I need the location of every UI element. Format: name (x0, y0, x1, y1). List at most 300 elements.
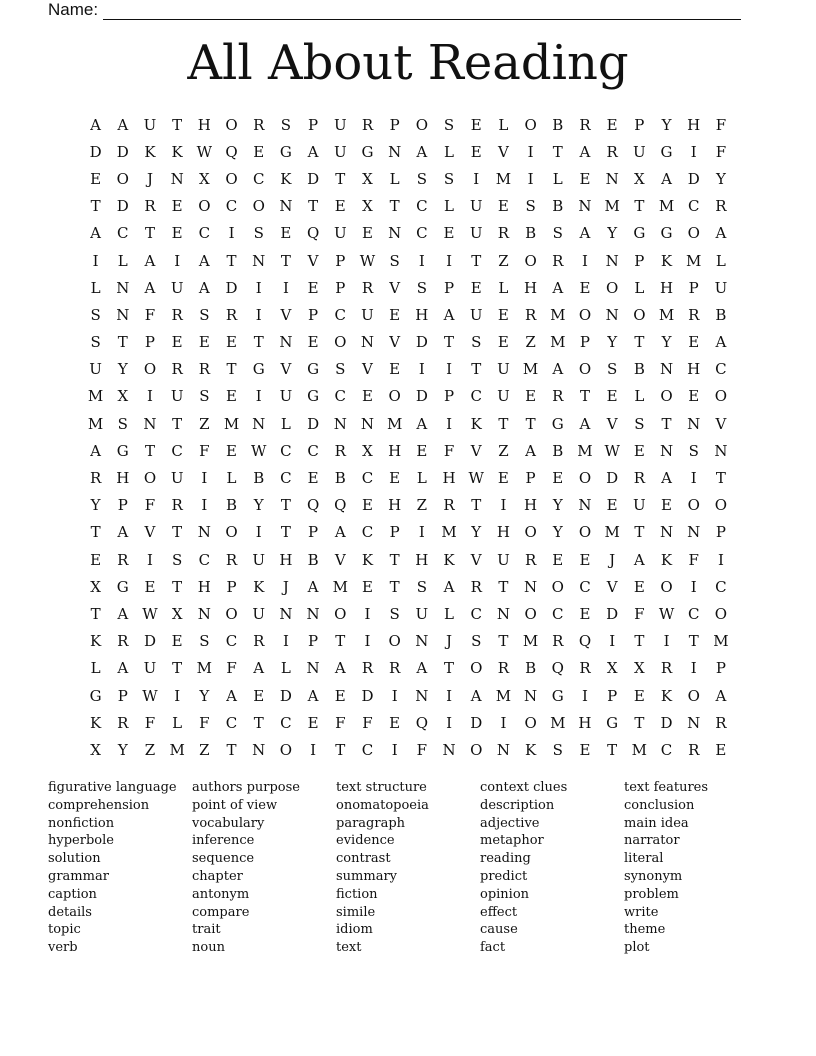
grid-cell[interactable]: M (604, 197, 620, 216)
grid-cell[interactable]: P (389, 115, 400, 134)
grid-cell[interactable]: D (143, 632, 156, 651)
grid-cell[interactable]: I (446, 686, 452, 705)
grid-cell[interactable]: T (144, 224, 155, 243)
grid-cell[interactable]: A (117, 115, 129, 134)
grid-cell[interactable]: E (688, 333, 700, 352)
grid-cell[interactable]: P (144, 333, 156, 352)
grid-cell[interactable]: E (361, 387, 373, 406)
grid-cell[interactable]: S (416, 577, 427, 596)
grid-cell[interactable]: K (253, 577, 265, 596)
grid-cell[interactable]: E (606, 496, 618, 515)
grid-cell[interactable]: A (416, 659, 428, 678)
grid-cell[interactable]: D (361, 686, 374, 705)
grid-cell[interactable]: V (362, 360, 373, 379)
grid-cell[interactable]: Z (199, 740, 210, 759)
grid-cell[interactable]: F (199, 713, 210, 732)
grid-cell[interactable]: C (470, 387, 482, 406)
grid-cell[interactable]: C (334, 387, 347, 406)
grid-cell[interactable]: C (361, 469, 374, 488)
grid-cell[interactable]: E (171, 333, 183, 352)
grid-cell[interactable]: N (524, 686, 538, 705)
grid-cell[interactable]: N (659, 441, 674, 460)
grid-cell[interactable]: E (661, 496, 672, 515)
grid-cell[interactable]: S (280, 115, 292, 134)
grid-cell[interactable]: T (607, 740, 618, 759)
grid-cell[interactable]: U (497, 387, 510, 406)
grid-cell[interactable]: S (443, 169, 455, 188)
grid-cell[interactable]: U (469, 197, 483, 216)
grid-cell[interactable]: U (633, 142, 646, 161)
grid-cell[interactable]: O (714, 604, 728, 623)
grid-cell[interactable]: S (552, 740, 563, 759)
grid-cell[interactable]: Q (225, 142, 238, 161)
grid-cell[interactable]: E (715, 740, 727, 759)
grid-cell[interactable]: V (606, 577, 618, 596)
grid-cell[interactable]: N (496, 604, 510, 623)
grid-cell[interactable]: C (660, 740, 673, 759)
grid-cell[interactable]: F (634, 604, 645, 623)
grid-cell[interactable]: H (496, 523, 510, 542)
grid-cell[interactable]: L (498, 115, 509, 134)
grid-cell[interactable]: E (226, 333, 237, 352)
grid-cell[interactable]: E (497, 333, 509, 352)
grid-cell[interactable]: R (633, 469, 645, 488)
grid-cell[interactable]: D (606, 469, 619, 488)
grid-cell[interactable]: O (198, 197, 211, 216)
grid-cell[interactable]: R (389, 659, 401, 678)
grid-cell[interactable]: E (171, 632, 183, 651)
grid-cell[interactable]: K (89, 632, 102, 651)
grid-cell[interactable]: T (226, 251, 237, 270)
grid-cell[interactable]: M (713, 632, 729, 651)
grid-cell[interactable]: S (416, 169, 427, 188)
grid-cell[interactable]: N (306, 604, 320, 623)
grid-cell[interactable]: E (307, 333, 319, 352)
grid-cell[interactable]: A (117, 523, 129, 542)
grid-cell[interactable]: E (416, 441, 428, 460)
grid-cell[interactable]: P (715, 523, 726, 542)
grid-cell[interactable]: D (415, 387, 428, 406)
grid-cell[interactable]: S (117, 414, 128, 433)
grid-cell[interactable]: O (551, 577, 564, 596)
grid-cell[interactable]: Y (253, 496, 264, 515)
grid-cell[interactable]: P (607, 686, 618, 705)
grid-cell[interactable]: O (524, 523, 537, 542)
grid-cell[interactable]: D (687, 169, 700, 188)
grid-cell[interactable]: P (117, 496, 128, 515)
grid-cell[interactable]: U (143, 659, 157, 678)
grid-cell[interactable]: T (389, 550, 400, 569)
grid-cell[interactable]: G (606, 713, 619, 732)
grid-cell[interactable]: T (172, 115, 183, 134)
grid-cell[interactable]: P (525, 469, 536, 488)
grid-cell[interactable]: O (334, 604, 347, 623)
grid-cell[interactable]: A (715, 333, 727, 352)
grid-cell[interactable]: G (551, 686, 564, 705)
grid-cell[interactable]: I (147, 550, 153, 569)
grid-cell[interactable]: A (90, 441, 102, 460)
grid-cell[interactable]: T (552, 142, 563, 161)
grid-cell[interactable]: U (361, 305, 374, 324)
grid-cell[interactable]: I (282, 278, 289, 297)
grid-cell[interactable]: N (197, 604, 211, 623)
grid-cell[interactable]: S (525, 197, 536, 216)
grid-cell[interactable]: U (279, 387, 293, 406)
grid-cell[interactable]: M (87, 387, 104, 406)
grid-cell[interactable]: Z (199, 414, 210, 433)
grid-cell[interactable]: L (389, 169, 400, 188)
grid-cell[interactable]: Q (334, 496, 347, 515)
grid-cell[interactable]: E (579, 604, 591, 623)
grid-cell[interactable]: U (170, 278, 184, 297)
grid-cell[interactable]: A (552, 278, 564, 297)
grid-cell[interactable]: R (198, 360, 210, 379)
grid-cell[interactable]: W (142, 686, 158, 705)
grid-cell[interactable]: A (307, 686, 319, 705)
grid-cell[interactable]: H (279, 550, 293, 569)
grid-cell[interactable]: T (471, 360, 482, 379)
grid-cell[interactable]: E (470, 115, 482, 134)
grid-cell[interactable]: L (90, 278, 101, 297)
grid-cell[interactable]: C (361, 740, 374, 759)
grid-cell[interactable]: M (550, 333, 566, 352)
grid-cell[interactable]: R (225, 305, 238, 324)
grid-cell[interactable]: P (226, 577, 237, 596)
grid-cell[interactable]: R (443, 496, 455, 515)
grid-cell[interactable]: A (443, 577, 455, 596)
grid-cell[interactable]: D (279, 686, 292, 705)
grid-cell[interactable]: J (146, 169, 153, 188)
grid-cell[interactable]: S (90, 305, 101, 324)
grid-cell[interactable]: O (334, 333, 347, 352)
grid-cell[interactable]: R (117, 550, 129, 569)
grid-cell[interactable]: I (364, 632, 371, 651)
grid-cell[interactable]: T (308, 197, 319, 216)
grid-cell[interactable]: C (225, 197, 238, 216)
grid-cell[interactable]: O (524, 251, 537, 270)
grid-cell[interactable]: N (116, 305, 130, 324)
grid-cell[interactable]: M (604, 523, 620, 542)
grid-cell[interactable]: C (470, 604, 482, 623)
grid-cell[interactable]: E (334, 686, 346, 705)
grid-cell[interactable]: H (524, 496, 538, 515)
grid-cell[interactable]: I (174, 251, 181, 270)
grid-cell[interactable]: E (90, 169, 102, 188)
grid-cell[interactable]: C (198, 550, 211, 569)
grid-cell[interactable]: M (658, 197, 675, 216)
grid-cell[interactable]: K (171, 142, 183, 161)
grid-cell[interactable]: Y (661, 333, 672, 352)
grid-cell[interactable]: D (116, 142, 129, 161)
grid-cell[interactable]: E (171, 197, 183, 216)
grid-cell[interactable]: S (90, 333, 101, 352)
grid-cell[interactable]: I (527, 169, 534, 188)
grid-cell[interactable]: E (253, 686, 265, 705)
grid-cell[interactable]: O (143, 469, 157, 488)
grid-cell[interactable]: T (280, 523, 291, 542)
grid-cell[interactable]: R (715, 197, 727, 216)
grid-cell[interactable]: N (659, 360, 674, 379)
grid-cell[interactable]: W (468, 469, 484, 488)
grid-cell[interactable]: D (470, 713, 483, 732)
grid-cell[interactable]: R (171, 496, 183, 515)
grid-cell[interactable]: C (579, 577, 591, 596)
grid-cell[interactable]: T (253, 713, 264, 732)
grid-cell[interactable]: E (552, 469, 564, 488)
grid-cell[interactable]: U (170, 387, 184, 406)
grid-cell[interactable]: A (579, 224, 591, 243)
grid-cell[interactable]: O (606, 278, 619, 297)
grid-cell[interactable]: I (147, 387, 153, 406)
grid-cell[interactable]: R (89, 469, 102, 488)
grid-cell[interactable]: U (497, 550, 510, 569)
grid-cell[interactable]: Z (498, 441, 509, 460)
grid-cell[interactable]: N (605, 169, 619, 188)
grid-cell[interactable]: R (552, 251, 564, 270)
grid-cell[interactable]: Y (607, 224, 618, 243)
grid-cell[interactable]: V (389, 333, 401, 352)
grid-cell[interactable]: I (418, 251, 425, 270)
grid-cell[interactable]: B (552, 115, 564, 134)
grid-cell[interactable]: I (228, 224, 235, 243)
grid-cell[interactable]: O (415, 115, 428, 134)
grid-cell[interactable]: M (686, 251, 702, 270)
grid-cell[interactable]: R (253, 115, 265, 134)
grid-cell[interactable]: N (714, 441, 728, 460)
grid-cell[interactable]: A (470, 686, 482, 705)
grid-cell[interactable]: T (498, 632, 509, 651)
grid-cell[interactable]: T (389, 197, 400, 216)
grid-cell[interactable]: I (310, 740, 317, 759)
grid-cell[interactable]: T (634, 333, 645, 352)
grid-cell[interactable]: P (308, 523, 319, 542)
grid-cell[interactable]: O (578, 523, 592, 542)
grid-cell[interactable]: A (198, 251, 210, 270)
grid-cell[interactable]: E (579, 278, 591, 297)
grid-cell[interactable]: E (389, 713, 401, 732)
grid-cell[interactable]: Z (525, 333, 536, 352)
grid-cell[interactable]: X (90, 577, 101, 596)
grid-cell[interactable]: B (552, 441, 564, 460)
grid-cell[interactable]: X (90, 740, 101, 759)
grid-cell[interactable]: Y (552, 523, 563, 542)
grid-cell[interactable]: M (577, 441, 593, 460)
grid-cell[interactable]: M (386, 414, 403, 433)
grid-cell[interactable]: E (90, 550, 102, 569)
grid-cell[interactable]: S (607, 360, 618, 379)
grid-cell[interactable]: U (633, 496, 646, 515)
grid-cell[interactable]: K (660, 251, 673, 270)
grid-cell[interactable]: A (117, 659, 129, 678)
grid-cell[interactable]: T (172, 523, 183, 542)
grid-cell[interactable]: T (634, 523, 645, 542)
grid-cell[interactable]: V (715, 414, 727, 433)
grid-cell[interactable]: V (470, 550, 482, 569)
grid-cell[interactable]: Y (661, 115, 672, 134)
grid-cell[interactable]: V (606, 414, 618, 433)
grid-cell[interactable]: A (334, 659, 346, 678)
grid-cell[interactable]: U (714, 278, 728, 297)
grid-cell[interactable]: X (171, 604, 183, 623)
grid-cell[interactable]: N (388, 224, 402, 243)
grid-cell[interactable]: S (389, 251, 400, 270)
grid-cell[interactable]: Y (199, 686, 210, 705)
grid-cell[interactable]: E (497, 469, 509, 488)
grid-cell[interactable]: R (334, 441, 346, 460)
grid-cell[interactable]: P (579, 333, 591, 352)
grid-cell[interactable]: I (418, 523, 425, 542)
grid-cell[interactable]: E (497, 197, 509, 216)
grid-cell[interactable]: L (444, 604, 455, 623)
grid-cell[interactable]: U (469, 305, 483, 324)
grid-cell[interactable]: T (444, 333, 455, 352)
grid-cell[interactable]: T (688, 632, 699, 651)
grid-cell[interactable]: O (524, 604, 537, 623)
grid-cell[interactable]: I (500, 713, 507, 732)
grid-cell[interactable]: T (172, 659, 183, 678)
grid-cell[interactable]: R (171, 360, 183, 379)
grid-cell[interactable]: X (634, 169, 645, 188)
grid-cell[interactable]: U (497, 360, 510, 379)
grid-cell[interactable]: A (661, 469, 672, 488)
grid-cell[interactable]: G (279, 142, 292, 161)
grid-cell[interactable]: N (279, 197, 293, 216)
grid-cell[interactable]: X (606, 659, 618, 678)
grid-cell[interactable]: I (255, 305, 262, 324)
grid-cell[interactable]: T (634, 197, 645, 216)
grid-cell[interactable]: P (443, 387, 455, 406)
grid-cell[interactable]: O (116, 169, 129, 188)
grid-cell[interactable]: U (333, 142, 347, 161)
grid-cell[interactable]: R (225, 550, 238, 569)
grid-cell[interactable]: F (199, 441, 210, 460)
grid-cell[interactable]: I (582, 251, 588, 270)
grid-cell[interactable]: T (226, 740, 237, 759)
grid-cell[interactable]: B (715, 305, 727, 324)
grid-cell[interactable]: P (117, 686, 128, 705)
grid-cell[interactable]: T (335, 169, 346, 188)
grid-cell[interactable]: F (715, 142, 727, 161)
grid-cell[interactable]: C (361, 523, 374, 542)
grid-cell[interactable]: M (223, 414, 240, 433)
grid-cell[interactable]: W (359, 251, 376, 270)
grid-cell[interactable]: M (522, 360, 539, 379)
grid-cell[interactable]: I (446, 414, 452, 433)
grid-cell[interactable]: T (117, 333, 128, 352)
grid-cell[interactable]: F (144, 305, 156, 324)
grid-cell[interactable]: A (525, 441, 537, 460)
grid-cell[interactable]: N (578, 197, 592, 216)
grid-cell[interactable]: E (470, 278, 482, 297)
grid-cell[interactable]: A (198, 278, 210, 297)
grid-cell[interactable]: G (307, 387, 320, 406)
grid-cell[interactable]: V (334, 550, 346, 569)
grid-cell[interactable]: E (361, 577, 373, 596)
grid-cell[interactable]: S (335, 360, 346, 379)
grid-cell[interactable]: N (496, 740, 510, 759)
grid-cell[interactable]: H (116, 469, 130, 488)
grid-cell[interactable]: N (578, 496, 592, 515)
grid-cell[interactable]: W (658, 604, 675, 623)
grid-cell[interactable]: I (418, 360, 425, 379)
grid-cell[interactable]: O (388, 632, 401, 651)
grid-cell[interactable]: D (660, 713, 673, 732)
grid-cell[interactable]: C (171, 441, 183, 460)
grid-cell[interactable]: R (660, 659, 673, 678)
grid-cell[interactable]: A (90, 224, 102, 243)
grid-cell[interactable]: R (117, 713, 129, 732)
grid-cell[interactable]: N (252, 740, 266, 759)
grid-cell[interactable]: O (524, 713, 537, 732)
grid-cell[interactable]: M (441, 523, 457, 542)
grid-cell[interactable]: E (633, 577, 645, 596)
grid-cell[interactable]: R (524, 550, 537, 569)
grid-cell[interactable]: T (498, 414, 509, 433)
grid-cell[interactable]: L (552, 169, 563, 188)
grid-cell[interactable]: R (361, 278, 374, 297)
grid-cell[interactable]: C (687, 604, 700, 623)
grid-cell[interactable]: E (226, 387, 237, 406)
grid-cell[interactable]: E (389, 305, 401, 324)
grid-cell[interactable]: L (172, 713, 183, 732)
grid-cell[interactable]: P (389, 523, 400, 542)
grid-cell[interactable]: R (606, 142, 618, 161)
grid-cell[interactable]: E (389, 360, 401, 379)
grid-cell[interactable]: E (361, 224, 373, 243)
grid-cell[interactable]: N (415, 686, 429, 705)
grid-cell[interactable]: R (688, 740, 700, 759)
grid-cell[interactable]: T (471, 251, 482, 270)
grid-cell[interactable]: T (471, 496, 482, 515)
grid-cell[interactable]: N (687, 414, 701, 433)
grid-cell[interactable]: C (280, 469, 292, 488)
grid-cell[interactable]: L (416, 469, 427, 488)
grid-cell[interactable]: X (117, 387, 129, 406)
grid-cell[interactable]: G (116, 577, 129, 596)
grid-cell[interactable]: W (604, 441, 620, 460)
grid-cell[interactable]: D (89, 142, 102, 161)
grid-cell[interactable]: D (307, 414, 320, 433)
grid-cell[interactable]: C (416, 224, 428, 243)
grid-cell[interactable]: C (715, 360, 727, 379)
grid-cell[interactable]: R (552, 632, 564, 651)
grid-cell[interactable]: E (253, 142, 265, 161)
grid-cell[interactable]: R (117, 632, 129, 651)
grid-cell[interactable]: O (388, 387, 401, 406)
grid-cell[interactable]: F (144, 496, 156, 515)
grid-cell[interactable]: U (333, 224, 347, 243)
grid-cell[interactable]: S (199, 305, 210, 324)
grid-cell[interactable]: X (362, 197, 373, 216)
grid-cell[interactable]: G (116, 441, 129, 460)
grid-cell[interactable]: I (255, 523, 262, 542)
grid-cell[interactable]: I (690, 469, 697, 488)
grid-cell[interactable]: G (307, 360, 320, 379)
grid-cell[interactable]: T (634, 713, 645, 732)
grid-cell[interactable]: M (332, 577, 348, 596)
grid-cell[interactable]: T (172, 577, 183, 596)
grid-cell[interactable]: B (334, 469, 346, 488)
grid-cell[interactable]: N (388, 142, 402, 161)
grid-cell[interactable]: K (280, 169, 292, 188)
grid-cell[interactable]: T (226, 360, 237, 379)
grid-cell[interactable]: C (198, 224, 211, 243)
grid-cell[interactable]: O (687, 686, 700, 705)
grid-cell[interactable]: N (333, 414, 347, 433)
grid-cell[interactable]: T (335, 740, 346, 759)
grid-cell[interactable]: H (524, 278, 538, 297)
grid-cell[interactable]: O (714, 387, 728, 406)
